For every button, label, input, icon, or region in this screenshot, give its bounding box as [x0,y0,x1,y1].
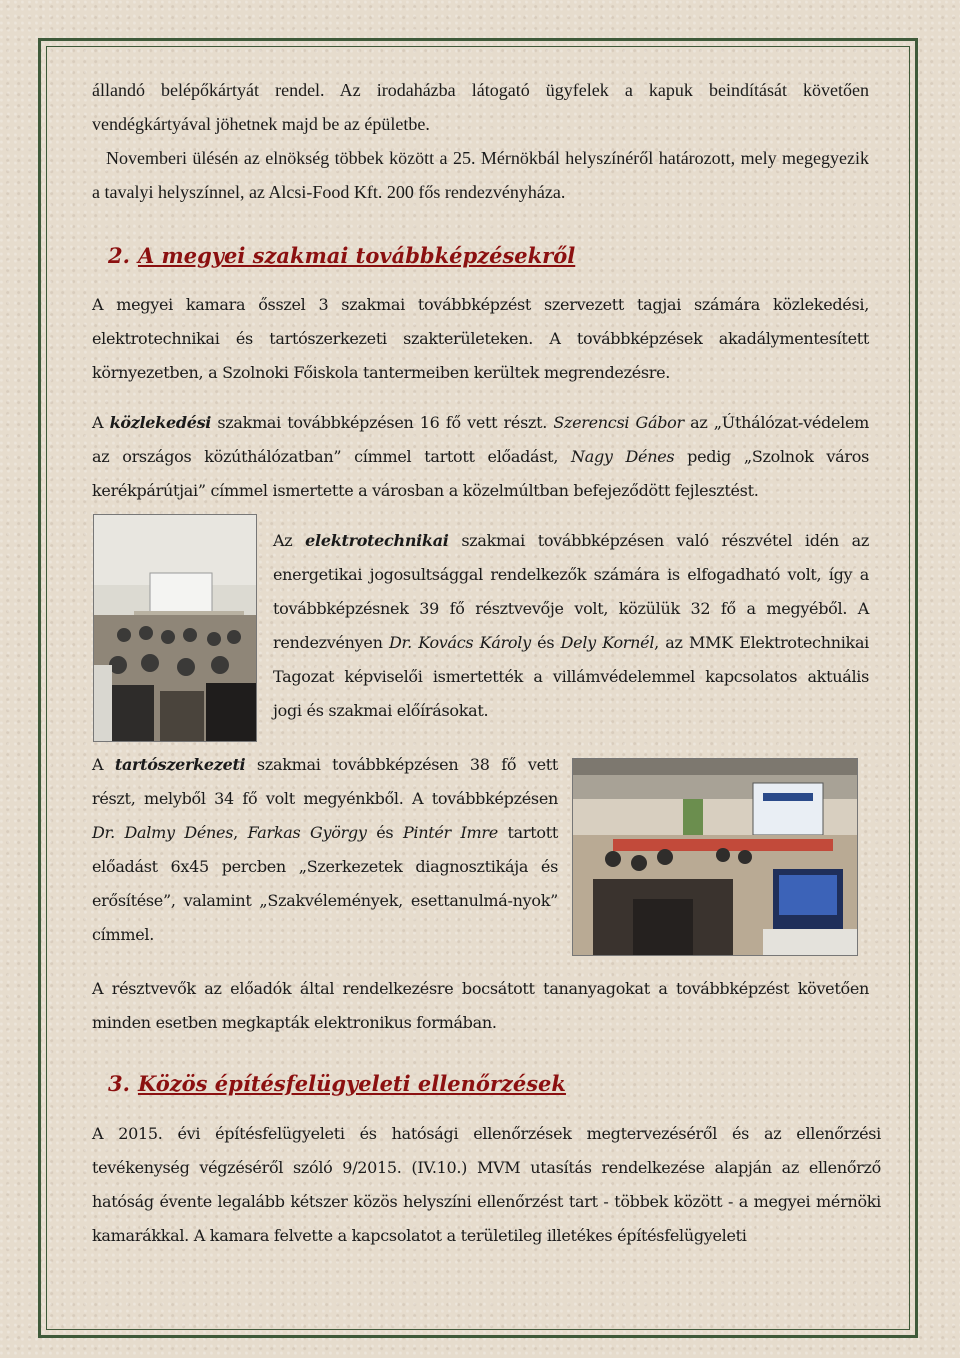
section-2-paragraph-4 [92,748,558,952]
emphasis-elektrotechnikai: elektrotechnikai [305,531,449,550]
text-span: szakmai továbbképzésen való részvétel idén az energetikai jogosultsággal rendelkezők számára is elfogadható volt, így a továbbképzésnek 39 fő résztvevője volt, közülük 32 fő a megyéből. A rendezvényen [273,531,869,652]
text-span: Az [273,531,306,550]
section-2-number: 2. [108,243,130,268]
speaker-name: Szerencsi Gábor [553,413,684,432]
lecture-photo-1 [93,514,257,742]
section-3-paragraph-1: A 2015. évi építésfelügyeleti és hatósági ellenőrzések megtervezéséről és az ellenőrzési tevékenység végzéséről szóló 9/2015. (IV.10.) MVM utasítás rendelkezése alapján az ellenőrző hatóság évente legalább kétszer közös helyszíni ellenőrzést tart - többek között - a megyei mérnöki kamarákkal. A kamara felvette a kapcsolatot a területileg illetékes építésfelügyeleti [92,1124,881,1245]
section-2-heading [108,243,575,268]
text-span: , [233,823,248,842]
speaker-name: Dr. Kovács Károly [388,633,531,652]
text-span: , az MMK Elektrotechnikai Tagozat képviselői ismertették a villámvédelemmel kapcsolatos aktuális jogi és szakmai előírásokat. [273,633,870,720]
speaker-name: Pintér Imre [402,823,498,842]
lecture-photo-2 [572,758,858,956]
text-span: szakmai továbbképzésen 16 fő vett részt. [211,413,554,432]
text-span: tartott előadást 6x45 percben „Szerkezetek diagnosztikája és erősítése”, valamint „Szakvélemények, esettanulmá-nyok” címmel. [92,823,558,944]
emphasis-kozlekedesi: közlekedési [109,413,212,432]
speaker-name: Dr. Dalmy Dénes [92,823,234,842]
text-span: pedig „Szolnok város kerékpárútjai” címmel ismertette a városban a közelmúltban befejeződött fejlesztést. [92,447,869,500]
text-span: szakmai továbbképzésen 38 fő vett részt, melyből 34 fő volt megyénkből. A továbbképzésen [92,755,558,808]
section-3-heading [108,1071,566,1096]
text-span: az „Úthálózat-védelem az országos közúthálózatban” címmel tartott előadást, [92,413,869,466]
speaker-name: Nagy Dénes [571,447,675,466]
section-2-paragraph-3 [273,524,869,728]
section-3-title: Közös építésfelügyeleti ellenőrzések [137,1071,566,1096]
speaker-name: Dely Kornél [560,633,655,652]
speaker-name: Farkas György [247,823,367,842]
text-span: és [366,823,403,842]
text-span: A [92,413,110,432]
intro-paragraph-2: Novemberi ülésén az elnökség többek között a 25. Mérnökbál helyszínéről határozott, mely megegyezik a tavalyi helyszínnel, az Alcsi-Food Kft. 200 fős rendezvényháza. [92,148,869,202]
section-3-number: 3. [108,1071,130,1096]
emphasis-tartoszerkezeti: tartószerkezeti [114,755,246,774]
text-span: és [530,633,561,652]
section-2-paragraph-1: A megyei kamara ősszel 3 szakmai továbbképzést szervezett tagjai számára közlekedési, elektrotechnikai és tartószerkezeti szakterületeken. A továbbképzések akadálymentesített környezetben, a Szolnoki Főiskola tantermeiben kerültek megrendezésre. [92,295,869,382]
section-2-paragraph-5: A résztvevők az előadók által rendelkezésre bocsátott tananyagokat a továbbképzést követően minden esetben megkapták elektronikus formában. [92,979,869,1032]
section-2-title: A megyei szakmai továbbképzésekről [137,243,576,268]
section-2-paragraph-2 [92,406,869,508]
text-span: A [92,755,115,774]
intro-paragraph-1: állandó belépőkártyát rendel. Az irodaházba látogató ügyfelek a kapuk beindítását követően vendégkártyával jöhetnek majd be az épületbe. [92,80,869,134]
